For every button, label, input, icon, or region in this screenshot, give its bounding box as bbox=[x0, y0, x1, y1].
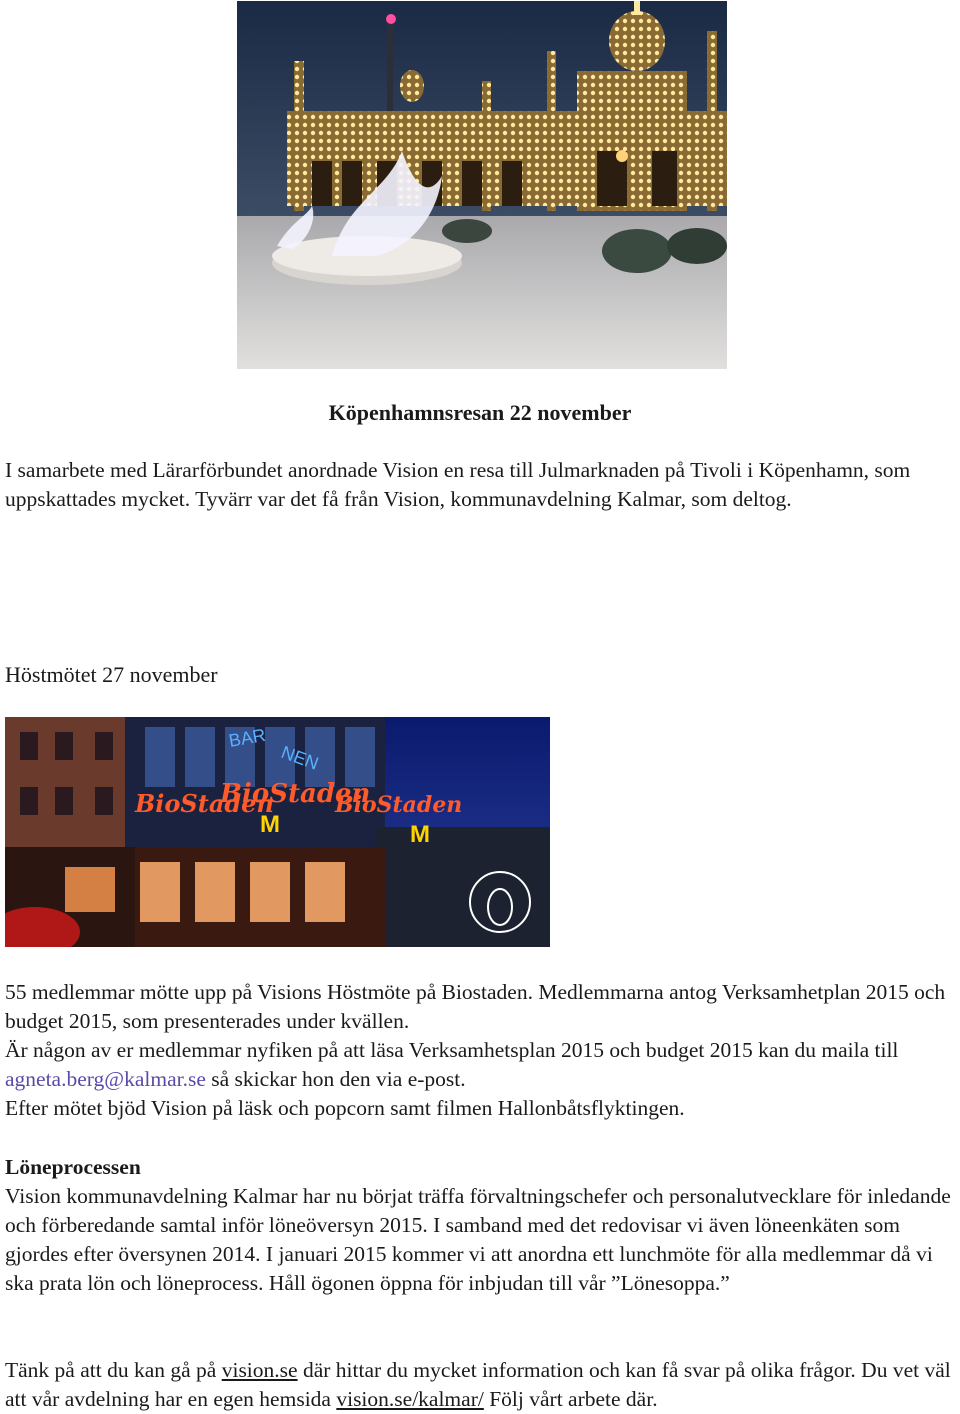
autumn-line-3: Efter mötet bjöd Vision på läsk och popcorn samt filmen Hallonbåtsflyktingen. bbox=[5, 1096, 685, 1120]
email-link[interactable]: agneta.berg@kalmar.se bbox=[5, 1067, 206, 1091]
article-salary-process bbox=[5, 1153, 955, 1298]
footer-after: Följ vårt arbete där. bbox=[483, 1387, 658, 1411]
mcdonalds-sign-2: M bbox=[410, 821, 430, 848]
article-title-salary: Löneprocessen bbox=[5, 1155, 141, 1179]
autumn-line-2-before: Är någon av er medlemmar nyfiken på att läsa Verksamhetsplan 2015 och budget 2015 kan du maila till bbox=[5, 1038, 899, 1062]
footer-before: Tänk på att du kan gå på bbox=[5, 1358, 222, 1382]
mcdonalds-sign-1: M bbox=[260, 811, 280, 838]
vision-kalmar-link[interactable]: vision.se/kalmar/ bbox=[336, 1387, 484, 1411]
article-body-autumn-meeting bbox=[5, 978, 955, 1123]
salary-paragraph: Vision kommunavdelning Kalmar har nu börjat träffa förvaltningschefer och personalutvecklare för inledande och förberedande samtal inför löneöversyn 2015. I samband med det redovisar vi även löneenkäten som gjordes efter översynen 2014. I januari 2015 kommer vi att anordna ett lunchmöte för alla medlemmar då vi ska prata lön och löneprocess. Håll ögonen öppna för inbjudan till vår ”Lönesoppa.” bbox=[5, 1184, 951, 1295]
neon-biostaden-2: BioStaden bbox=[220, 779, 371, 809]
neon-nen-text: NEN bbox=[278, 741, 322, 774]
neon-biostaden-3: BioStaden bbox=[335, 792, 463, 818]
copenhagen-paragraph: I samarbete med Lärarförbundet anordnade Vision en resa till Julmarknaden på Tivoli i Köpenhamn, som uppskattades mycket. Tyvärr var det få från Vision, kommunavdelning Kalmar, som deltog. bbox=[5, 458, 911, 511]
neon-bar-text: BAR bbox=[227, 724, 268, 751]
footer-paragraph bbox=[5, 1356, 955, 1414]
footer-middle: där hittar du mycket information och kan få svar på olika frågor. Du vet väl att vår avdelning har en egen hemsida bbox=[5, 1358, 951, 1411]
neon-biostaden-1: BioStaden bbox=[135, 789, 274, 818]
tivoli-photo-graphic bbox=[237, 1, 727, 369]
biostaden-photo-graphic bbox=[5, 717, 550, 947]
article-title-autumn-meeting: Höstmötet 27 november bbox=[5, 662, 218, 687]
article-body-copenhagen bbox=[5, 456, 955, 514]
autumn-line-1: 55 medlemmar mötte upp på Visions Höstmöte på Biostaden. Medlemmarna antog Verksamhetplan 2015 och budget 2015, som presenterades under kvällen. bbox=[5, 980, 946, 1033]
autumn-line-2-after: så skickar hon den via e-post. bbox=[205, 1067, 466, 1091]
biostaden-photo bbox=[5, 717, 550, 947]
autumn-line-2 bbox=[5, 1036, 955, 1094]
vision-link[interactable]: vision.se bbox=[221, 1358, 298, 1382]
article-title-copenhagen: Köpenhamnsresan 22 november bbox=[328, 400, 632, 425]
tivoli-photo bbox=[237, 1, 727, 369]
